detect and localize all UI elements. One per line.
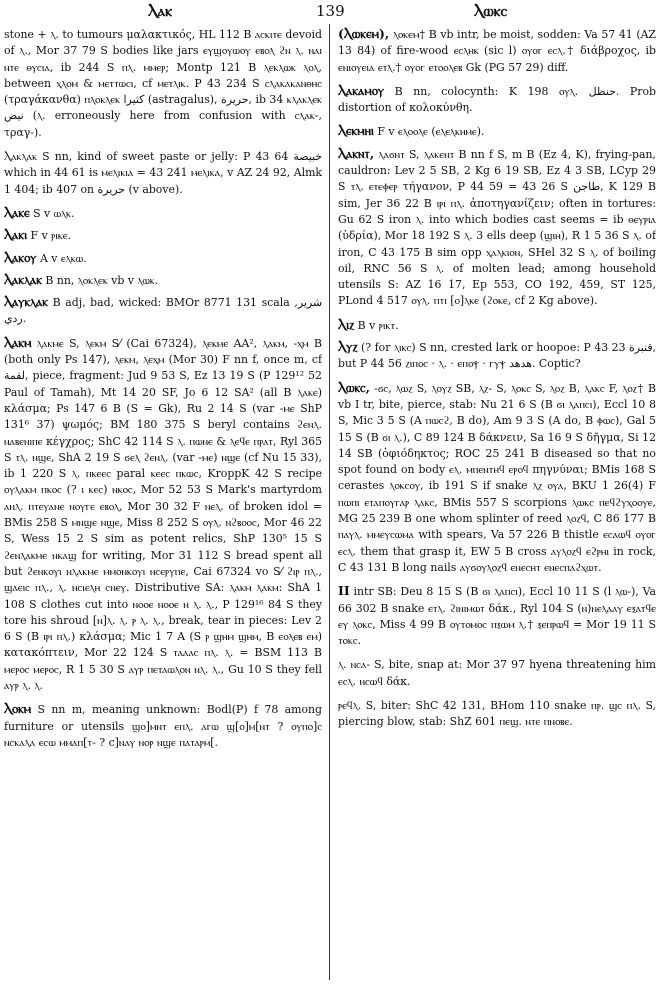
- entry-text: (? for ⲗⲓⲕⲥ) S nn, crested lark or hoopoe: P 43 23 قنبرة, but P 44 56 ⲍⲓⲡⲟⲥ · ⲗ. · ⲉⲡⲟⲯ · ⲅⲩⲯ هدهد. Coptic?: [338, 341, 656, 371]
- dictionary-entry: [338, 656, 656, 690]
- entry-text: ⲗⲟⲕⲉⲙ† B vb intr, be moist, sodden: Va 57 41 (AZ 13 84) of fire-wood ⲉⲥⲗⲏⲕ (sic l) ⲟⲩⲟⲅ ⲉⲥⲗ.† διάβροχος, ib ⲉⲛⲓⲟⲩⲉⲓⲁ ⲉⲧⲗ.† ⲟⲩⲟⲅ ⲉⲧⲟⲟⲗⲉⲃ Gk (PG 57 29) diff.: [338, 28, 656, 74]
- entry-headword: Ⲗⲁⲕⲟⲩ: [4, 249, 37, 265]
- entry-headword: Ⲗⲁⲕⲉ: [4, 204, 30, 220]
- entry-text: F v ⲣⲓⲕⲉ.: [30, 229, 72, 243]
- entry-text: B nn, ⲗⲟⲕⲗⲉⲕ vb v ⲗⲱⲕ.: [45, 273, 159, 287]
- entry-text: S v ⲱⲗⲕ.: [33, 206, 75, 220]
- dictionary-entry: [4, 335, 322, 695]
- entry-text: ⲗ. ⲛⲥⲁ- S, bite, snap at: Mor 37 97 hyena threatening him ⲉⲥⲗ. ⲛⲥⲱϥ δάκ.: [338, 658, 656, 688]
- dictionary-entry: [4, 294, 322, 328]
- entry-text: ⲣⲉϥⲗ. S, biter: ShC 42 131, BHom 110 snake ⲡⲣ. ϣⲥ ⲡⲗ. S, piercing blow, stab: ShZ 601 ⲡⲉϣ. ⲛⲧⲉ ⲡⲛⲟⲃⲉ.: [338, 698, 656, 729]
- entry-text: intr SB: Deu 8 15 S (B ϭⲓ ⲗⲁⲡⲥⲓ), Eccl 10 11 S (l ⲗⲱ-), Va 66 302 B snake ⲉⲧⲗ. ϩⲓⲛⲓⲙⲱⲧ δάκ., Ryl 104 S (ⲛ)ⲛⲉⲗⲁⲁⲩ ⲉⲝⲁⲧϥⲉ ⲉⲩ ⲗⲟⲕⲥ, Miss 4 99 B ⲟⲩⲧⲟⲙⲟⲥ ⲡⲝⲱⲙ ⲗ.† ⲝⲉⲡⲣⲱϥ = Mor 19 11 S ⲧⲟⲕⲥ.: [338, 585, 656, 648]
- running-head-left: Ⲗⲁⲕ: [148, 2, 173, 20]
- entry-headword: Ⲗⲁⲕⲛⲧ,: [338, 145, 375, 161]
- entry-headword: Ⲗⲓⲍ: [338, 316, 355, 332]
- entry-text: S nn m, meaning unknown: Bodl(P) f 78 among furniture or utensils ϣⲟ]ⲙⲛⲧ ⲉⲡⲗ. ⲁⲅⲱ ϣ[ⲟ]ⲙ[ⲛⲧ ? ⲟⲩⲡⲟ]ⲥ ⲛⲥⲕⲁⲗⲁ ⲉⲥⲱ ⲙⲙⲁⲡ[ⲧ- ? ϲ]ⲛⲁⲩ ⲛⲟⲣ ⲛϣⲉ ⲡⲁⲧⲁⲣⲙ[.: [4, 703, 322, 749]
- page-header: [0, 0, 660, 22]
- dictionary-entry: [4, 701, 322, 751]
- dictionary-entry: [4, 26, 322, 141]
- entry-text: ⲗⲁⲕⲙⲉ S, ⲗⲉⲕⲙ S⁄ (Cai 67324), ⲗⲉⲕⲙⲉ AA², ⲗⲁⲕⲙ, -ⲭⲙ B (both only Ps 147), ⲗⲉⲕⲙ, ⲗⲉⲭⲙ (Mor 30) F nn f, once m, cf لقمة, piece, fragment: Jud 9 53 S, Ez 13 19 S (P 129¹² 52 Paul of Tamah), Mt 14 20 SF, Jo 6 12 SA² (all B ⲗⲁⲕⲉ) κλάσμα; Ps 147 6 B (S = Gk), Ru 2 14 S (var -ⲙⲉ ShP 131⁶ 37) ψωμός; BM 180 375 S beryl contains ϩⲉⲛⲗ. ⲛⲁⲃⲉⲛⲓⲡⲉ κέγχρος; ShC 42 114 S ⲗ. ⲡⲱⲛⲉ & ⲗⲉϥⲉ ⲡⲣⲁⲧ, Ryl 365 S ⲧⲗ. ⲛϣⲉ, ShA 2 19 S ϭⲉⲗ ϩⲉⲛⲗ. (var -ⲙⲉ) ⲛϣⲉ (cf Nu 15 33), ib 1 220 S ⲗ. ⲡⲕⲉⲉⲥ paral ⲕⲉⲉⲥ ⲡⲕⲱⲥ, KroppK 42 S recipe ⲟⲩⲗⲁⲕⲙ ⲡⲕⲟⲥ (? ⲓ ⲕⲉⲥ) ⲛⲕⲟⲥ, Mor 52 53 S Mark's martyrdom ⲁⲛⲗ. ⲡⲧⲉⲩⲁⲛⲉ ⲛⲟⲩⲅⲉ ⲉⲃⲟⲗ, Mor 30 32 F ⲛⲉⲗ. of broken idol = BMis 258 S ⲙⲛϣⲉ ⲛϣⲉ, Miss 8 252 S ⲟⲩⲗ. ⲛϩⲃⲟⲟⲥ, Mor 46 22 S, Wess 15 2 S sim as potent relics, ShP 130⁵ 15 S ϩⲉⲛⲗⲁⲕⲙⲉ ⲛⲕⲁϣ for writing, Mor 31 112 S bread spent all but ϩⲉⲛⲕⲟⲩⲓ ⲛⲗⲁⲕⲙⲉ ⲙⲙⲟⲛⲕⲟⲩⲓ ⲛⲥⲉⲣⲩⲡⲉ, Cai 67324 vo S⁄ ϩⲓⲣ ⲡⲗ., ϣⲁⲉⲓⲥ ⲡⲗ., ⲗ. ⲛⲥⲓⲉⲗⲏ ⲥⲛⲉⲩ. Distributive SA: ⲗⲁⲕⲙ ⲗⲁⲕⲙ: ShA 1 108 S clothes cut into ⲛⲟⲟⲉ ⲛⲟⲟⲉ ⲛ ⲗ. ⲗ., P 129¹⁶ 84 S they tore his shroud [ⲛ]ⲗ. ⲗ. ⲣ ⲗ. ⲗ., break, tear in pieces: Lev 2 6 S (B ⲓⲣⲓ ⲡⲗ.) κλάσμα; Mic 1 7 A (S ⲣ ϣⲏⲙ ϣⲏⲙ, B ⲉⲟⲗⲉⲃ ⲉⲙ) κατακόπτειν, Mor 22 124 S ⲧⲁⲁⲁⲥ ⲡⲗ. ⲗ. = BSM 113 B ⲙⲉⲣⲟⲥ ⲙⲉⲣⲟⲥ, R 1 5 30 S ⲁⲩⲣ ⲡⲉⲧⲁⲱⲗⲟⲛ ⲛⲗ. ⲗ., Gu 10 S they fell ⲁⲩⲣ ⲗ. ⲗ.: [4, 336, 322, 692]
- entry-text: ⲗⲁϭⲛⲧ S, ⲗⲁⲕⲉⲛⲧ B nn f S, m B (Ez 4, K), frying-pan, cauldron: Lev 2 5 SB, 2 Kg 6 19 SB, Ez 4 3 SB, LCyp 29 S ⲧⲗ. ⲉⲧⲉⲫⲉⲣ τήγανον, P 44 59 = 43 26 S طاجن, K 129 B sim, Jer 36 22 B ⲓⲣⲓ ⲡⲗ. ἀποτηγανίζειν; often in tortures: Gu 62 S iron ⲗ. into which bodies cast seems = ib ⲑⲉⲩⲣⲓⲁ (ὑδρία), Mor 18 192 S ⲗ. 3 ells deep (ϣⲓⲏ), R 1 5 36 S ⲗ. of iron, C 43 175 B sim opp ⲭⲁⲗⲕⲓⲟⲛ, SHel 32 S ⲗ. of boiling oil, RNC 56 S ⲗ. of molten lead; among household utensils S: AZ 16 17, Ep 553, CO 192, 459, ST 125, PLond 4 517 ⲟⲩⲗ. ⲡⲧⲓ [ⲟ]ⲗⲕⲉ (ϩⲟⲕⲉ, cf 2 Kg above).: [338, 147, 656, 308]
- left-column: [4, 26, 322, 984]
- entry-text: -ϭⲥ, ⲗⲱⲍ S, ⲗⲟⲩⲍ SB, ⲗⲍ- S, ⲗⲟⲕⲥ S, ⲗⲟⲍ B, ⲗⲁⲕⲥ F, ⲗⲟⲍ† B vb I tr, bite, pierce, stab: Nu 21 6 S (B ϭⲓ ⲗⲁⲡⲥⲓ), Eccl 10 8 S, Mic 3 5 S (A ⲡⲱⲥϩ, B do), Am 9 3 S (A do, B ⲫⲱⲥ), Gal 5 15 S (B ϭⲓ ⲗ.), C 89 124 B δάκνειν, Sa 16 9 S δῆγμα, Si 12 14 SB (ὀφιόδηκτος; ROC 25 241 B diseased so that no spot found on body ⲉⲗ. ⲙⲡⲉⲛⲧⲏϥ ⲉⲣⲟϥ πηγνύναι; BMis 168 S cerastes ⲗⲟⲕⲥⲟⲩ, ib 191 S if snake ⲗⲍ ⲟⲩⲁ, BKU 1 26(4) F ⲡⲱⲡⲓ ⲉⲧⲁⲡⲟⲩⲅⲁⲣ ⲗⲁⲕⲥ, BMis 557 S scorpions ⲗⲱⲕⲥ ⲡⲉϥϩⲩⲭⲟⲟⲩⲉ, MG 25 239 B one whom splinter of reed ⲗⲟⲍϥ, C 86 177 B ⲡⲁⲩⲗ. ⲙⲙⲉⲩⲥⲱⲙⲁ with spears, Va 57 226 B thistle ⲉⲥⲁⲱϥ ⲟⲩⲟⲅ ⲉⲥⲗ. them that grasp it, EW 5 B cross ⲁⲩⲗⲟⲍϥ ⲉϩⲣⲏⲓ in rock, C 43 131 B long nails ⲁⲩϭⲟⲩⲗⲟⲍϥ ⲉⲛⲉⲥⲏⲧ ⲉⲛⲉⲥⲡⲁϩⲭⲱⲧ.: [338, 381, 656, 574]
- dictionary-entry: [338, 146, 656, 310]
- dictionary-entry: [4, 148, 322, 198]
- entry-headword: Ⲗⲁⲩⲕⲗⲁⲕ: [4, 294, 48, 310]
- dictionary-entry: [338, 380, 656, 577]
- dictionary-entry: [338, 583, 656, 649]
- entry-headword: Ⲗⲱⲕⲥ,: [338, 379, 370, 395]
- dictionary-entry: [338, 26, 656, 76]
- entry-headword: Ⲗⲉⲕⲙⲏⲓ: [338, 123, 374, 139]
- dictionary-entry: [4, 250, 322, 267]
- right-column: [338, 26, 656, 984]
- entry-headword: Ⲗⲁⲕⲓ: [4, 227, 28, 243]
- entry-headword: Ⲗⲩⲍ: [338, 339, 358, 355]
- dictionary-entry: [338, 83, 656, 117]
- entry-headword: Ⲗⲁⲕⲙ: [4, 334, 32, 350]
- dictionary-entry: [4, 272, 322, 289]
- entry-headword: Ⲗⲁⲕⲗⲁⲕ: [4, 271, 42, 287]
- entry-text: B v ⲣⲓⲕⲧ.: [357, 318, 399, 332]
- entry-headword: (Ⲗⲱⲕⲉⲙ),: [338, 26, 390, 41]
- entry-headword: II: [338, 583, 350, 599]
- entry-text: B nn, colocynth: K 198 ⲟⲩⲗ. حنظل. Prob distortion of κολοκύνθη.: [338, 84, 656, 115]
- dictionary-entry: [4, 205, 322, 222]
- dictionary-entry: [338, 317, 656, 334]
- entry-headword: Ⲗⲁⲕⲁⲙⲟⲩ: [338, 82, 385, 98]
- dictionary-entry: [338, 697, 656, 731]
- dictionary-entry: [4, 227, 322, 244]
- dictionary-entry: [338, 123, 656, 140]
- running-head-right: Ⲗⲱⲕⲥ: [474, 2, 508, 20]
- entry-text: B adj, bad, wicked: BMOr 8771 131 scala شرير, ردي.: [4, 296, 322, 326]
- page-number: 139: [316, 2, 345, 20]
- entry-text: A v ⲉⲗⲕⲱ.: [39, 251, 87, 265]
- entry-text: F v ⲉⲗⲟⲟⲗⲉ (ⲉⲗⲉⲗⲕⲏⲙⲉ).: [377, 125, 485, 139]
- dictionary-entry: [338, 339, 656, 373]
- entry-headword: Ⲗⲟⲕⲙ: [4, 701, 32, 717]
- entry-text: stone + ⲗ. to tumours μαλακτικός, HL 112 B ⲁⲥⲕⲓⲧⲉ devoid of ⲗ., Mor 37 79 S bodies like jars ⲉⲩϣⲟⲩⲱⲟⲩ ⲉⲃⲟⲗ ϩⲛ ⲗ. ⲛⲁⲓ ⲛⲧⲉ ⲑⲩⲥⲓⲁ, ib 244 S ⲡⲗ. ⲙⲙⲉⲣ; Montp 121 B ⲗⲉⲕⲗⲱⲕ ⲗⲟⲗ, between ⲭⲗⲟⲙ & ⲙⲉⲧⲧⲱⲥⲓ, cf ⲙⲉⲧⲗⲓⲕ. P 43 234 S ⲥⲗⲁⲕⲁⲕⲁⲛⲑⲏⲥ (τραγάκανθα) ⲡⲗⲟⲕⲗⲉⲕ كثيرا (astragalus), حريرة, ib 34 ⲕⲗⲁⲕⲗⲉⲕ نيض (ⲗ. erroneously here from confusion with ⲥⲗⲁⲕ-, τραγ-).: [4, 28, 322, 139]
- entry-text: Ⲗⲁⲕⲗⲁⲕ S nn, kind of sweet paste or jelly: P 43 64 خبيصة which in 44 61 is ⲙⲉⲗⲓⲕⲓⲁ = 43 241 ⲙⲉⲗⲓⲕⲁ, v AZ 24 92, Almk 1 404; ib 407 on حريرة (v above).: [4, 150, 322, 196]
- column-divider: [329, 24, 330, 980]
